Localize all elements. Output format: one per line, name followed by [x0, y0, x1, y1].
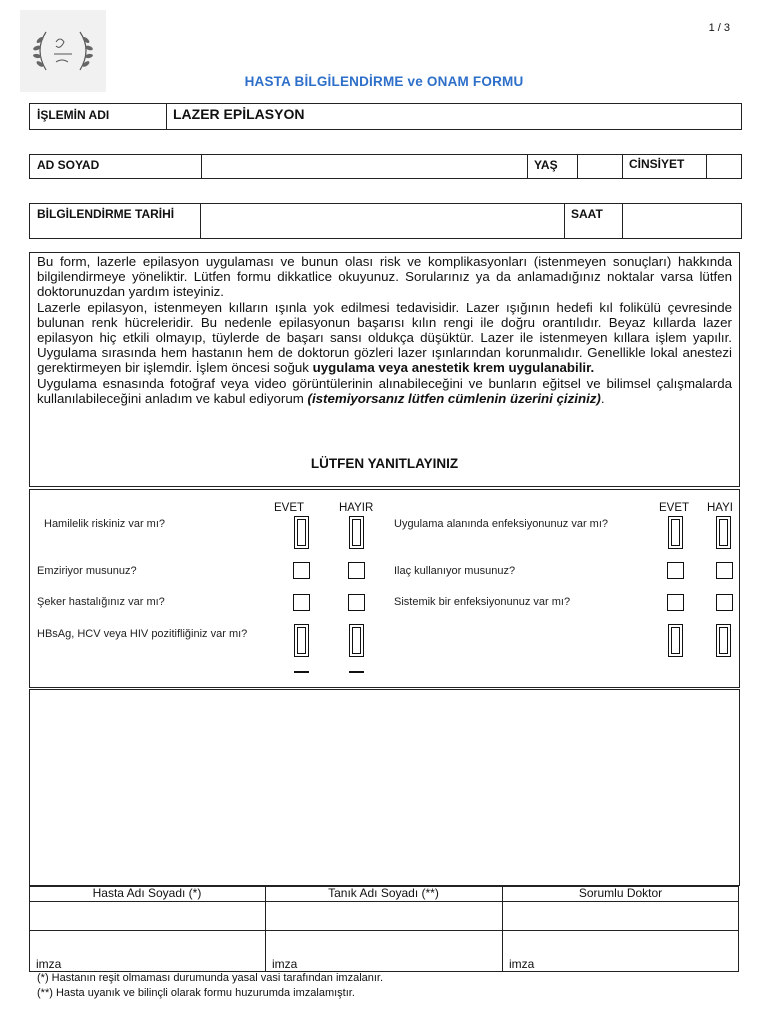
name-label: AD SOYAD	[37, 158, 100, 172]
no-header-right: HAYI	[707, 502, 733, 514]
info-text	[37, 254, 732, 406]
pregnancy-no-checkbox[interactable]	[349, 516, 364, 549]
notes-box[interactable]	[29, 689, 740, 886]
doctor-name-field[interactable]	[503, 902, 739, 930]
form-title: HASTA BİLGİLENDİRME ve ONAM FORMU	[244, 74, 524, 89]
footnote-1: (*) Hastanın reşit olmaması durumunda yasal vasi tarafından imzalanır.	[37, 972, 384, 984]
gender-field[interactable]	[707, 155, 741, 178]
info-paragraph-2: Lazerle epilasyon, istenmeyen kılların ışınla yok edilmesi tedavisidir. Lazer ışığının hedefi kıl folikülü çevresinde bulunan renk hücreleridir. Bu nedenle epilasyonun başarısı kılın rengi ile doğru orantılıdır. Beyaz kıllarda lazer epilasyon hiç etkili olmayıp, tüylerde de başarı sansı oldukça düşüktür. Lazer ile istenmeyen kıllara işlem yapılır. Uygulama sırasında hem hastanın hem de doktorun gözleri lazer ışınlarından korunmalıdır. Genellikle lokal anestezi gerektirmeyen bir işlemdir. İşlem öncesi soğuk uygulama veya anestetik krem uygulanabilir.	[37, 299, 732, 376]
hepatitis-hiv-yes-checkbox[interactable]	[294, 624, 309, 657]
diabetes-no-checkbox[interactable]	[348, 594, 365, 611]
question-hepatitis-hiv: HBsAg, HCV veya HIV pozitifliğiniz var mı?	[37, 628, 248, 640]
date-label: BİLGİLENDİRME TARİHİ	[37, 207, 175, 221]
procedure-label: İŞLEMİN ADI	[37, 108, 110, 122]
breastfeeding-yes-checkbox[interactable]	[293, 562, 310, 579]
medication-no-checkbox[interactable]	[716, 562, 733, 579]
date-field[interactable]	[201, 204, 563, 238]
time-label: SAAT	[571, 207, 603, 221]
gender-label: CİNSİYET	[629, 157, 685, 171]
systemic-infection-no-checkbox[interactable]	[716, 594, 733, 611]
doctor-signature-label: imza	[509, 957, 535, 971]
yes-header-left: EVET	[274, 502, 305, 514]
answer-heading: LÜTFEN YANITLAYINIZ	[310, 456, 459, 471]
systemic-infection-yes-checkbox[interactable]	[667, 594, 684, 611]
medication-yes-checkbox[interactable]	[667, 562, 684, 579]
pregnancy-yes-checkbox[interactable]	[294, 516, 309, 549]
no-header-left: HAYIR	[339, 502, 374, 514]
signature-header-patient: Hasta Adı Soyadı (*)	[92, 886, 202, 900]
time-field[interactable]	[623, 204, 741, 238]
patient-signature-label: imza	[36, 957, 62, 971]
extra-no-checkbox[interactable]	[716, 624, 731, 657]
question-breastfeeding: Emziriyor musunuz?	[37, 565, 137, 577]
breastfeeding-no-checkbox[interactable]	[348, 562, 365, 579]
age-field[interactable]	[578, 155, 621, 178]
info-paragraph-3: Uygulama esnasında fotoğraf veya video görüntülerinin alınabileceğini ve bunların eğitsel ve bilimsel çalışmalarda kullanılabileceğini anladım ve kabul ediyorum (istemiyorsanız lütfen cümlenin üzerini çiziniz).	[37, 375, 732, 406]
name-field[interactable]	[202, 155, 526, 178]
diabetes-yes-checkbox[interactable]	[293, 594, 310, 611]
procedure-value: LAZER EPİLASYON	[173, 106, 305, 122]
info-paragraph-1: Bu form, lazerle epilasyon uygulaması ve bunun olası risk ve komplikasyonları (istenmeyen sonuçları) hakkında bilgilendirmeye yöneliktir. Lütfen formu dikkatlice okuyunuz. Sorularınız ya da anlamadığınız noktalar varsa lütfen doktorunuzdan yardım isteyiniz.	[37, 254, 732, 300]
question-diabetes: Şeker hastalığınız var mı?	[37, 596, 165, 608]
question-pregnancy: Hamilelik riskiniz var mı?	[44, 518, 166, 530]
signature-header-witness: Tanık Adı Soyadı (**)	[328, 886, 439, 900]
hepatitis-hiv-no-checkbox[interactable]	[349, 624, 364, 657]
witness-name-field[interactable]	[266, 902, 502, 930]
footnote-2: (**) Hasta uyanık ve bilinçli olarak formu huzurumda imzalamıştır.	[37, 987, 355, 999]
question-infection-area: Uygulama alanında enfeksiyonunuz var mı?	[394, 518, 609, 530]
patient-name-field[interactable]	[30, 902, 265, 930]
infection-area-no-checkbox[interactable]	[716, 516, 731, 549]
procedure-row	[29, 103, 742, 130]
extra-yes-checkbox[interactable]	[668, 624, 683, 657]
age-label: YAŞ	[534, 158, 558, 172]
question-medication: Ilaç kullanıyor musunuz?	[394, 565, 516, 577]
infection-area-yes-checkbox[interactable]	[668, 516, 683, 549]
question-systemic-infection: Sistemik bir enfeksiyonunuz var mı?	[394, 596, 571, 608]
yes-header-right: EVET	[659, 502, 690, 514]
witness-signature-label: imza	[272, 957, 298, 971]
page-number: 1 / 3	[708, 22, 730, 34]
signature-header-doctor: Sorumlu Doktor	[578, 886, 663, 900]
